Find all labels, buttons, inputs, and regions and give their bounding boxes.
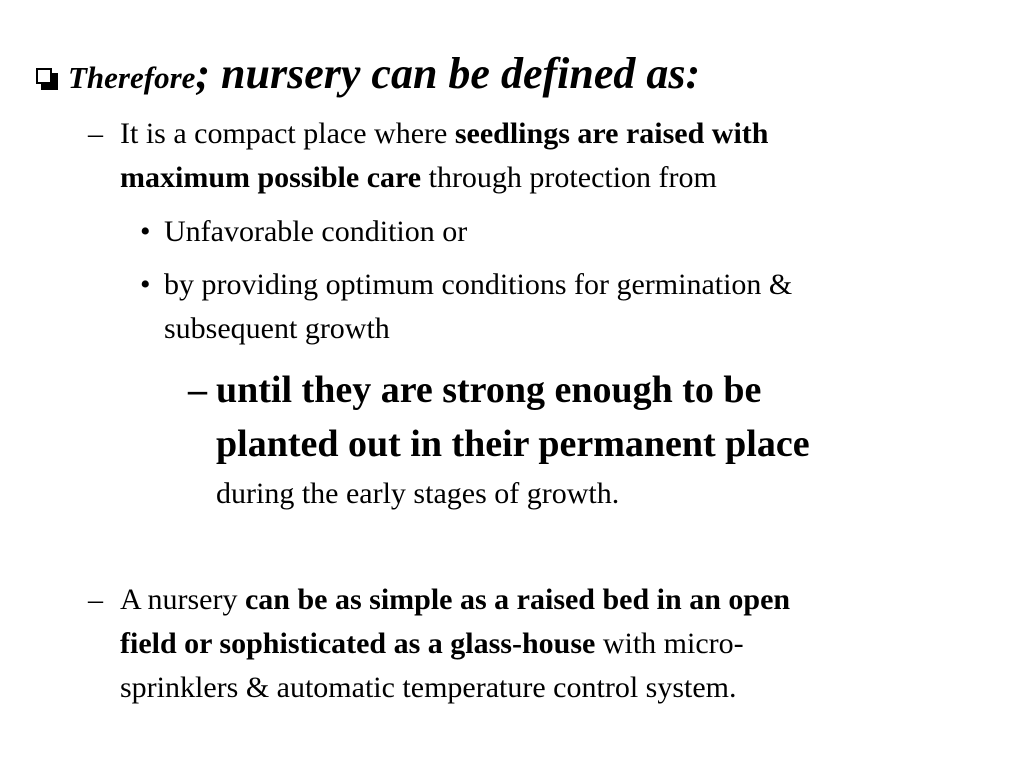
subsub-line1: until they are strong enough to be xyxy=(216,369,762,411)
dot-marker: • xyxy=(140,268,151,301)
item2-line1 xyxy=(120,578,790,622)
subitem-2-line2: subsequent growth xyxy=(164,312,390,345)
item2-bold: can be as simple as a raised bed in an open xyxy=(244,583,791,616)
dash-marker: – xyxy=(88,117,103,150)
item1-line2 xyxy=(120,156,717,200)
item2-text: A nursery xyxy=(120,583,245,616)
item1-bold: maximum possible care xyxy=(120,161,422,194)
item1-bold: seedlings are raised with xyxy=(454,117,769,150)
dash-marker: – xyxy=(188,369,207,411)
item2-line3: sprinklers & automatic temperature control system. xyxy=(120,671,737,704)
subsub-line2: planted out in their permanent place xyxy=(216,423,810,465)
dot-marker: • xyxy=(140,215,151,248)
slide-heading xyxy=(36,46,700,106)
item2-text: with micro- xyxy=(595,627,744,660)
item1-line1 xyxy=(120,112,768,156)
dash-marker: – xyxy=(88,583,103,616)
item2-line2 xyxy=(120,622,744,666)
item2-bold: field or sophisticated as a glass-house xyxy=(120,627,596,660)
subitem-2-line1: by providing optimum conditions for germination & xyxy=(164,268,793,301)
item1-text: through protection from xyxy=(421,161,717,194)
subsub-line3: during the early stages of growth. xyxy=(216,477,620,510)
checkbox-bullet-icon xyxy=(36,68,58,90)
subitem-1: Unfavorable condition or xyxy=(164,215,468,248)
heading-lead: Therefore xyxy=(68,60,196,95)
item1-text: It is a compact place where xyxy=(120,117,455,150)
heading-text: ; nursery can be defined as: xyxy=(195,49,701,98)
